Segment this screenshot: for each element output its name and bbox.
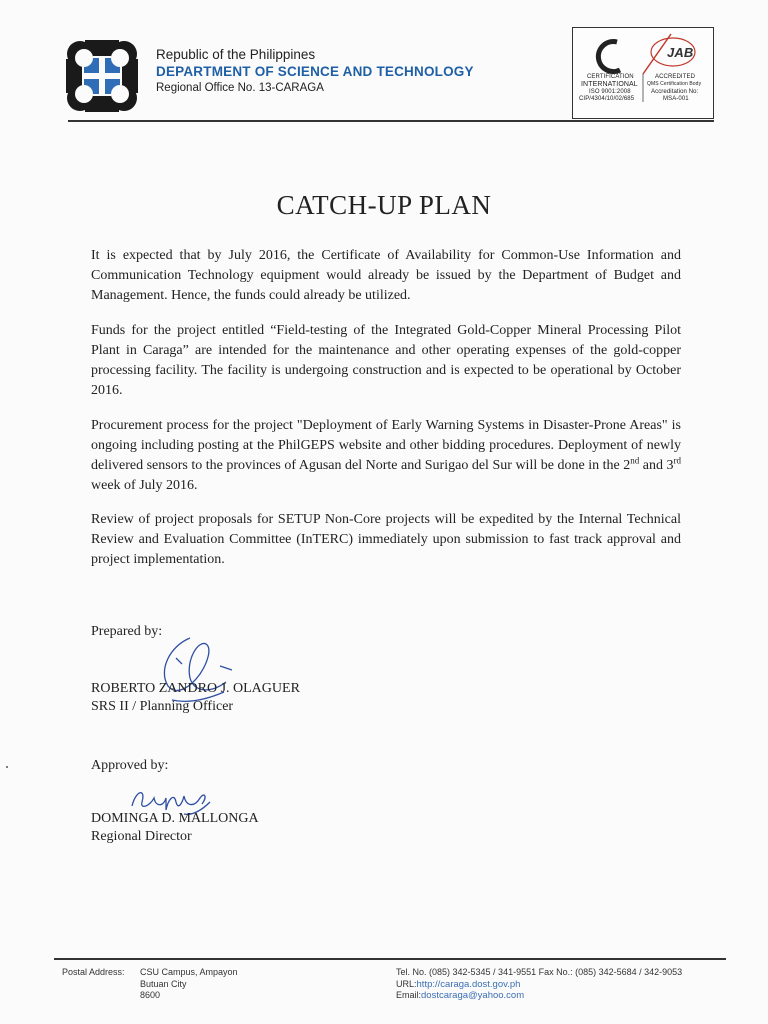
footer-divider	[54, 958, 726, 960]
approver-position: Regional Director	[91, 829, 192, 844]
qms-body: QMS Certification Body	[647, 81, 702, 87]
cert-label: CERTIFICATION	[587, 74, 634, 80]
regional-office: Regional Office No. 13-CARAGA	[156, 82, 324, 94]
department-name: DEPARTMENT OF SCIENCE AND TECHNOLOGY	[156, 64, 474, 79]
paragraph-3-tail: week of July 2016.	[91, 478, 198, 493]
cert-iso: ISO 9001:2008	[589, 89, 631, 95]
accreditation-number: MSA-001	[663, 96, 689, 102]
preparer-position: SRS II / Planning Officer	[91, 699, 234, 714]
accredited-label: ACCREDITED	[655, 74, 696, 80]
prepared-by-label: Prepared by:	[91, 624, 163, 639]
address-line-1: CSU Campus, Ampayon	[140, 967, 238, 977]
address-line-2: Butuan City	[140, 978, 187, 989]
cert-number: CIP/4304/10/02/685	[579, 96, 635, 102]
website-link[interactable]: http://caraga.dost.gov.ph	[416, 978, 521, 990]
address-line-3: 8600	[140, 990, 161, 1000]
paragraph-2: Funds for the project entitled “Field-testing of the Integrated Gold-Copper Mineral Processing Pilot Plant in Caraga” are intended for the maintenance and other operating expenses of the gold-copper processing facility. The facility is undergoing construction and is expected to be operational by October 2016.	[91, 323, 681, 398]
email-link[interactable]: dostcaraga@yahoo.com	[421, 990, 525, 1001]
header-divider	[68, 120, 714, 122]
paragraph-1: It is expected that by July 2016, the Certificate of Availability for Common-Use Information and Communication Technology equipment would already be issued by the Department of Budget and Management. Hence, the funds could already be utilized.	[91, 248, 681, 303]
paragraph-3-and: and	[639, 458, 667, 473]
ordinal-suffix-1: nd	[630, 455, 640, 466]
url-label: URL:	[396, 978, 417, 989]
postal-address	[140, 967, 238, 1002]
ordinal-suffix-2: rd	[673, 455, 682, 466]
paragraph-3	[91, 416, 681, 496]
accreditation-label: Accreditation No:	[651, 89, 699, 95]
approver-name: DOMINGA D. MALLONGA	[91, 811, 259, 826]
jab-mark: JAB	[667, 45, 694, 60]
email-label: Email:	[396, 990, 422, 1000]
certification-badge	[572, 27, 714, 119]
postal-label: Postal Address:	[62, 967, 125, 977]
country-name: Republic of the Philippines	[156, 47, 316, 62]
paragraph-4: Review of project proposals for SETUP Non-Core projects will be expedited by the Internal Technical Review and Evaluation Committee (InTERC) immediately upon submission to fast track approval and project implementation.	[91, 512, 681, 567]
paragraph-3-week-1: 2	[623, 458, 631, 473]
tel-fax: Tel. No. (085) 342-5345 / 341-9551 Fax No.: (085) 342-5684 / 342-9053	[396, 967, 683, 977]
cert-org: INTERNATIONAL	[581, 81, 638, 88]
preparer-name: ROBERTO ZANDRO J. OLAGUER	[91, 681, 300, 696]
paragraph-3-week-2: 3	[666, 458, 674, 473]
dost-logo-icon	[66, 40, 138, 112]
approved-by-label: Approved by:	[91, 758, 169, 773]
contact-block	[396, 967, 682, 1002]
letterhead	[156, 47, 474, 96]
document-title: CATCH-UP PLAN	[276, 190, 492, 220]
scan-speck	[6, 766, 8, 768]
paragraph-3-body: Procurement process for the project "Deployment of Early Warning Systems in Disaster-Prone Areas" is ongoing including posting at the PhilGEPS website and other bidding procedures. Deployment of newly delivered sensors to the provinces of Agusan del Norte and Surigao del Sur will be done in the	[91, 418, 681, 473]
